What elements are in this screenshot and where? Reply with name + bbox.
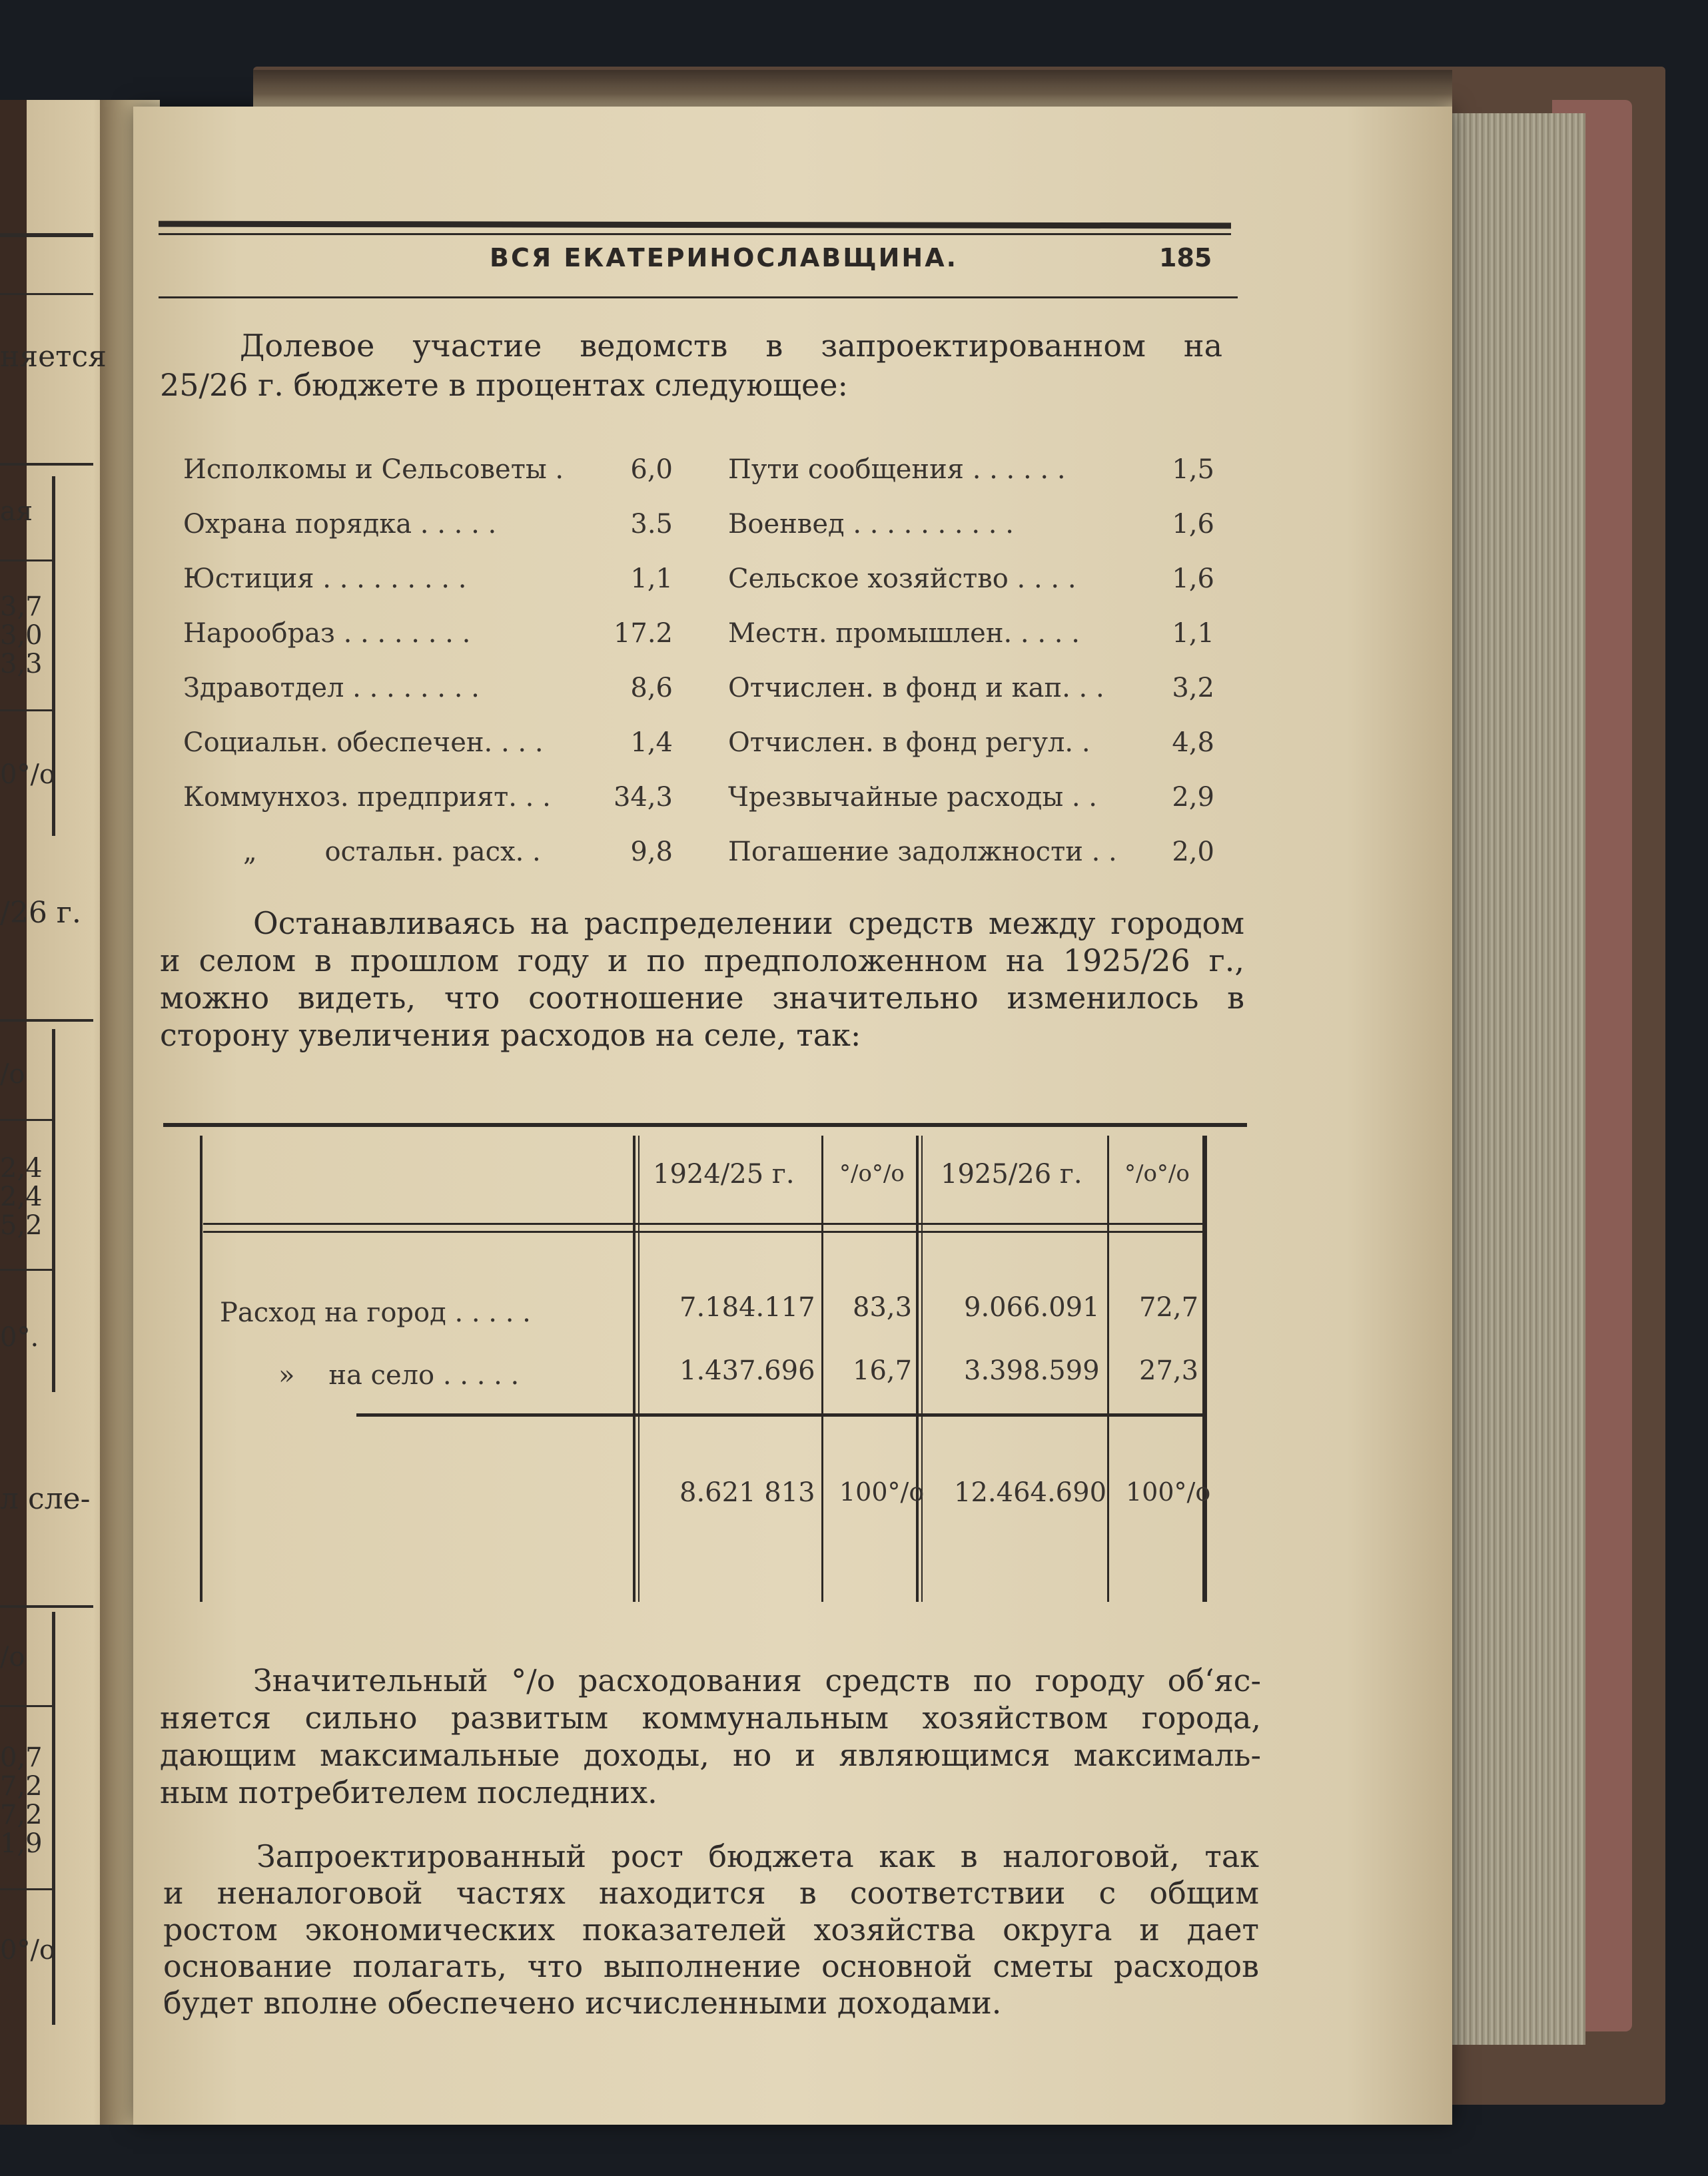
text-line: Запроектированный рост бюджета как в налоговой, так	[256, 1838, 1259, 1874]
share-value: 6,0	[630, 454, 673, 485]
share-row	[183, 727, 673, 767]
total-value: 100°/о	[1126, 1477, 1211, 1507]
share-row	[728, 563, 1214, 603]
share-value: 17.2	[613, 618, 673, 649]
share-value: 3.5	[630, 509, 673, 540]
left-fragment: 0°.	[0, 1322, 39, 1353]
left-rule	[0, 709, 52, 711]
share-row	[183, 782, 673, 822]
share-value: 1,6	[1172, 509, 1214, 540]
share-value: 3,2	[1172, 673, 1214, 703]
left-fragment: 3,7	[0, 591, 43, 622]
text-line: можно видеть, что соотношение значительно изменилось в	[160, 980, 1244, 1016]
text-line: сторону увеличения расходов на селе, так:	[160, 1017, 861, 1053]
left-rule	[0, 293, 93, 295]
text-line: и неналоговой частях находится в соответствии с общим	[163, 1875, 1259, 1911]
share-name: Военвед . . . . . . . . . .	[728, 509, 1014, 540]
left-rule	[0, 1888, 52, 1890]
left-fragment: 2,4	[0, 1153, 43, 1184]
share-name: Исполкомы и Сельсоветы .	[183, 454, 564, 485]
text-line: ростом экономических показателей хозяйства округа и дает	[163, 1912, 1259, 1948]
text-line: и селом в прошлом году и по предположенном на 1925/26 г.,	[160, 942, 1244, 978]
left-fragment: /о	[0, 1059, 25, 1090]
table-vline	[921, 1136, 923, 1602]
col-header: 1925/26 г.	[941, 1159, 1082, 1190]
share-row	[728, 727, 1214, 767]
text-line: Долевое участие ведомств в запроектированном на	[240, 328, 1222, 364]
share-row	[728, 454, 1214, 494]
running-title: ВСЯ ЕКАТЕРИНОСЛАВЩИНА.	[490, 243, 959, 272]
share-row	[183, 563, 673, 603]
share-name: Нарообраз . . . . . . . .	[183, 618, 471, 649]
share-row	[183, 509, 673, 549]
text-line: дающим максимальные доходы, но и являющимся максималь-	[160, 1737, 1261, 1773]
share-value: 34,3	[613, 782, 673, 813]
col-header: 1924/25 г.	[653, 1159, 795, 1190]
share-name: Коммунхоз. предприят. . .	[183, 782, 551, 813]
share-name: Здравотдел . . . . . . . .	[183, 673, 480, 703]
left-fragment: 1,9	[0, 1828, 43, 1859]
text-line: няется сильно развитым коммунальным хозяйством города,	[160, 1700, 1261, 1736]
cell-value: 1.437.696	[679, 1355, 815, 1386]
left-fragment: /о	[0, 1642, 25, 1672]
share-name: Социальн. обеспечен. . . .	[183, 727, 544, 758]
top-page-edge	[253, 70, 1452, 110]
cell-value: 16,7	[853, 1355, 913, 1386]
text-line: Останавливаясь на распределении средств между городом	[253, 905, 1244, 941]
share-name: Пути сообщения . . . . . .	[728, 454, 1066, 485]
left-fragment: 0°/о	[0, 759, 56, 790]
shares-list-left	[183, 454, 673, 867]
share-name: Сельское хозяйство . . . .	[728, 563, 1076, 594]
table-vline	[916, 1136, 919, 1602]
header-rule	[203, 1231, 1202, 1233]
text-line: ным потребителем последних.	[160, 1774, 657, 1810]
left-fragment: /26 г.	[0, 896, 81, 930]
share-name: Погашение задолжности . .	[728, 837, 1117, 867]
table-vline	[1202, 1136, 1207, 1602]
left-vline	[52, 1029, 55, 1392]
header-bottom-rule	[159, 296, 1238, 298]
share-name: Отчислен. в фонд регул. .	[728, 727, 1090, 758]
share-name: Отчислен. в фонд и кап. . .	[728, 673, 1104, 703]
sum-rule	[356, 1413, 1202, 1417]
paragraph-budget-growth	[163, 1838, 1259, 2021]
cell-value: 83,3	[853, 1292, 913, 1323]
left-fragment: 7,2	[0, 1771, 43, 1802]
table-vline	[638, 1136, 640, 1602]
text-line: основание полагать, что выполнение основной сметы расходов	[163, 1948, 1259, 1984]
share-row	[728, 618, 1214, 658]
shares-list-right	[728, 454, 1214, 867]
share-value: 2,0	[1172, 837, 1214, 867]
cell-value: 27,3	[1139, 1355, 1199, 1386]
left-rule	[0, 1019, 93, 1022]
left-rule	[0, 463, 93, 466]
share-value: 8,6	[630, 673, 673, 703]
share-name: Охрана порядка . . . . .	[183, 509, 497, 540]
main-page	[133, 107, 1452, 2125]
left-fragment: 2,4	[0, 1182, 43, 1212]
share-value: 1,1	[630, 563, 673, 594]
share-row	[183, 618, 673, 658]
left-rule	[0, 233, 93, 237]
share-row	[183, 454, 673, 494]
row-label: » на село . . . . .	[278, 1360, 520, 1391]
share-value: 1,1	[1172, 618, 1214, 649]
share-row	[183, 673, 673, 713]
share-row	[728, 673, 1214, 713]
table-vline	[633, 1136, 636, 1602]
left-rule	[0, 1605, 93, 1608]
paragraph-distribution	[160, 905, 1244, 1054]
total-value: 8.621 813	[679, 1477, 815, 1508]
intro-paragraph	[160, 326, 1222, 405]
share-value: 1,4	[630, 727, 673, 758]
share-name: Юстиция . . . . . . . . .	[183, 563, 467, 594]
share-value: 2,9	[1172, 782, 1214, 813]
left-fragment: 5,2	[0, 1210, 43, 1241]
left-rule	[0, 559, 52, 561]
left-fragment: л сле-	[0, 1482, 91, 1516]
share-row	[728, 509, 1214, 549]
cell-value: 7.184.117	[679, 1292, 815, 1323]
left-fragment: 3,3	[0, 649, 43, 679]
left-fragment: няется	[0, 340, 107, 374]
col-header: °/о°/о	[839, 1160, 905, 1187]
total-value: 100°/о	[839, 1477, 925, 1507]
left-fragment: 7,2	[0, 1800, 43, 1830]
share-value: 1,6	[1172, 563, 1214, 594]
cell-value: 9.066.091	[964, 1292, 1100, 1323]
left-rule	[0, 1119, 52, 1121]
share-row	[183, 837, 673, 877]
col-header: °/о°/о	[1124, 1160, 1190, 1187]
share-value: 9,8	[630, 837, 673, 867]
left-rule	[0, 1705, 52, 1707]
header-thin-rule	[159, 233, 1231, 235]
table-top-rule	[163, 1123, 1247, 1127]
text-line: будет вполне обеспечено исчисленными доходами.	[163, 1985, 1002, 2021]
share-value: 1,5	[1172, 454, 1214, 485]
text-line: Значительный °/о расходования средств по городу об‘яс-	[253, 1662, 1261, 1698]
cell-value: 72,7	[1139, 1292, 1199, 1323]
table-vline	[200, 1136, 203, 1602]
total-value: 12.464.690	[954, 1477, 1107, 1508]
left-fragment: ая	[0, 496, 33, 527]
left-fragment: 0,7	[0, 1742, 43, 1773]
cell-value: 3.398.599	[964, 1355, 1100, 1386]
share-value: 4,8	[1172, 727, 1214, 758]
share-name: Местн. промышлен. . . . .	[728, 618, 1080, 649]
left-rule	[0, 1269, 52, 1271]
page-number: 185	[1159, 243, 1212, 272]
table-vline	[821, 1136, 823, 1602]
paragraph-city-share	[160, 1662, 1261, 1811]
share-name: „ остальн. расх. .	[243, 837, 541, 867]
share-row	[728, 782, 1214, 822]
header-rule	[203, 1223, 1202, 1225]
left-fragment: 3,0	[0, 620, 43, 651]
share-row	[728, 837, 1214, 877]
text-line: 25/26 г. бюджете в процентах следующее:	[160, 367, 849, 403]
share-name: Чрезвычайные расходы . .	[728, 782, 1098, 813]
page-stack-edges	[1442, 113, 1585, 2045]
left-fragment: 0°/о	[0, 1935, 56, 1966]
row-label: Расход на город . . . . .	[220, 1297, 531, 1328]
table-vline	[1107, 1136, 1109, 1602]
